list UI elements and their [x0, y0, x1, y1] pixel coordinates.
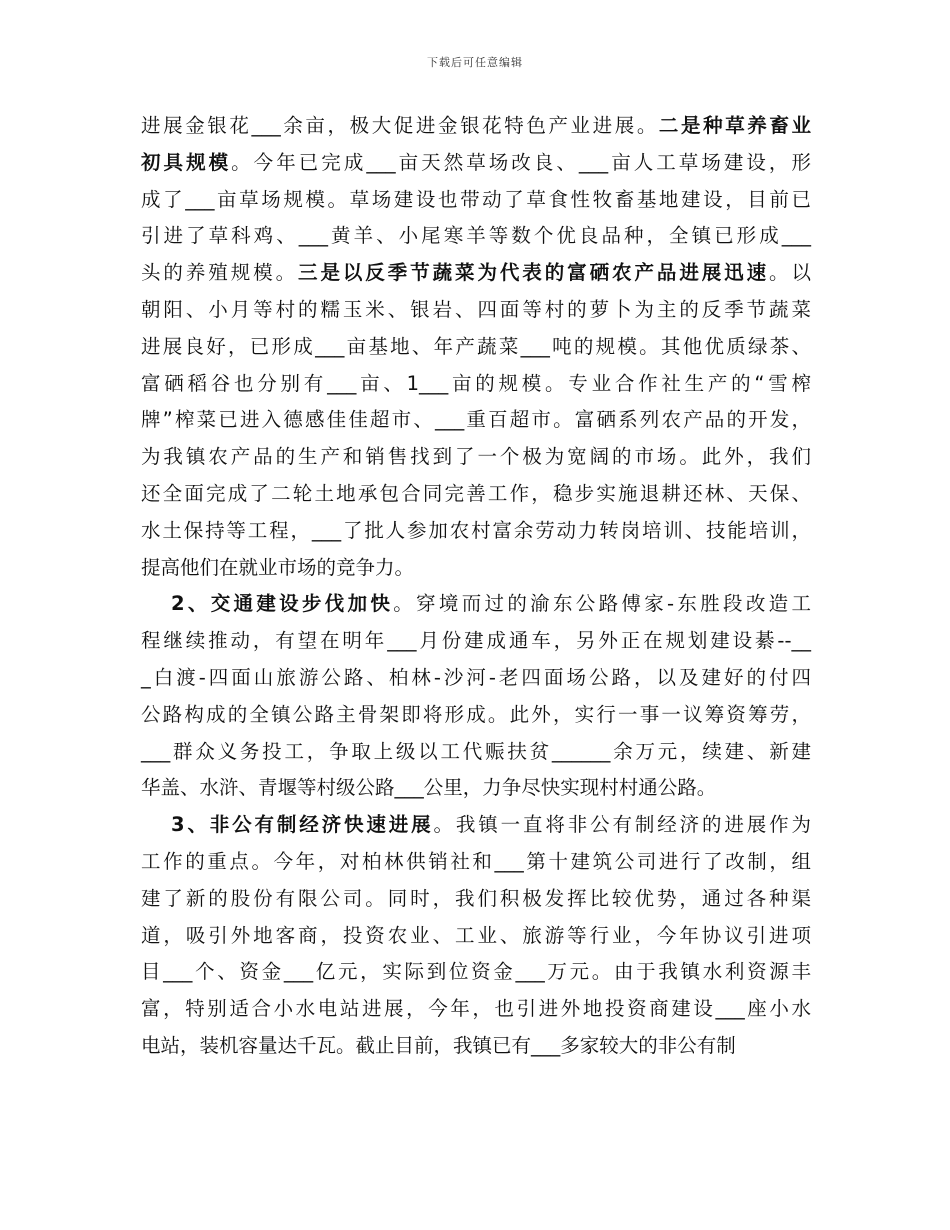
text-line — [141, 881, 811, 918]
text-run: 。我镇一直将非公有制经济的进展作为 — [433, 813, 811, 837]
text-run: 引进了草科鸡、___黄羊、小尾寒羊等数个优良品种，全镇已形成___ — [141, 224, 811, 248]
text-line — [141, 807, 811, 844]
text-line — [141, 108, 811, 145]
text-line — [141, 954, 811, 991]
text-run: 还全面完成了二轮土地承包合同完善工作，稳步实施退耕还林、天保、 — [141, 481, 811, 505]
text-line — [141, 660, 811, 697]
text-run: 头的养殖规模。 — [141, 261, 299, 285]
text-line — [141, 145, 811, 182]
text-line — [141, 513, 811, 550]
text-run: 华盖、水浒、青堰等村级公路___公里，力争尽快实现村村通公路。 — [141, 776, 717, 800]
text-run: ___群众义务投工，争取上级以工代赈扶贫______余万元，续建、新建 — [141, 739, 811, 763]
text-run: 工作的重点。今年，对柏林供销社和___第十建筑公司进行了改制，组 — [141, 849, 811, 873]
text-run: 电站，装机容量达千瓦。截止目前，我镇已有___多家较大的非公有制 — [141, 1033, 736, 1057]
text-line — [141, 182, 811, 219]
text-line — [141, 402, 811, 439]
text-line — [141, 218, 811, 255]
text-run: 。今年已完成___亩天然草场改良、___亩人工草场建设，形 — [231, 150, 811, 174]
text-run: 进展金银花___余亩，极大促进金银花特色产业进展。 — [141, 114, 659, 137]
text-run: 富硒稻谷也分别有___亩、1___亩的规模。专业合作社生产的“雪榨 — [141, 371, 811, 395]
text-line — [141, 366, 811, 403]
text-run: 为我镇农产品的生产和销售找到了一个极为宽阔的市场。此外，我们 — [141, 445, 811, 469]
bold-heading-run: 初具规模 — [141, 150, 232, 174]
text-line — [141, 623, 811, 660]
text-line — [141, 991, 811, 1028]
document-body — [141, 108, 811, 1065]
text-run: 。穿境而过的渝东公路傅家-东胜段改造工 — [393, 592, 811, 616]
text-run: 成了___亩草场规模。草场建设也带动了草食性牧畜基地建设，目前已 — [141, 187, 811, 211]
text-line — [141, 476, 811, 513]
text-line — [141, 734, 811, 771]
text-run: _白渡-四面山旅游公路、柏林-沙河-老四面场公路，以及建好的付四 — [141, 665, 811, 689]
text-run: 道，吸引外地客商，投资农业、工业、旅游等行业，今年协议引进项 — [141, 923, 811, 947]
text-line — [141, 697, 811, 734]
text-run: 富，特别适合小水电站进展，今年，也引进外地投资商建设___座小水 — [141, 997, 811, 1021]
text-run: 提高他们在就业市场的竞争力。 — [141, 555, 415, 579]
text-run: 。以 — [769, 261, 811, 285]
text-line — [141, 255, 811, 292]
text-run: 水土保持等工程，___了批人参加农村富余劳动力转岗培训、技能培训， — [141, 518, 811, 542]
text-run: 牌”榨菜已进入德感佳佳超市、___重百超市。富硒系列农产品的开发， — [141, 408, 811, 432]
bold-heading-run: 三是以反季节蔬菜为代表的富硒农产品进展迅速 — [298, 261, 770, 285]
text-line — [141, 329, 811, 366]
text-run: 程继续推动，有望在明年___月份建成通车，另外正在规划建设綦--__ — [141, 629, 811, 653]
text-run: 目___个、资金___亿元，实际到位资金___万元。由于我镇水利资源丰 — [141, 960, 811, 984]
bold-heading-run: 3、非公有制经济快速进展 — [171, 813, 434, 837]
text-line — [141, 586, 811, 623]
bold-heading-run: 二是种草养畜业 — [658, 114, 811, 137]
text-run: 进展良好，已形成___亩基地、年产蔬菜___吨的规模。其他优质绿茶、 — [141, 334, 811, 358]
text-line — [141, 550, 811, 587]
text-run: 建了新的股份有限公司。同时，我们积极发挥比较优势，通过各种渠 — [141, 886, 811, 910]
text-line — [141, 770, 811, 807]
text-line — [141, 1028, 811, 1065]
page-header: 下载后可任意编辑 — [427, 56, 523, 69]
text-line — [141, 292, 811, 329]
bold-heading-run: 2、交通建设步伐加快 — [171, 592, 394, 616]
text-line — [141, 918, 811, 955]
text-run: 公路构成的全镇公路主骨架即将形成。此外，实行一事一议筹资筹劳， — [141, 702, 811, 726]
text-line — [141, 439, 811, 476]
text-run: 朝阳、小月等村的糯玉米、银岩、四面等村的萝卜为主的反季节蔬菜 — [141, 297, 811, 321]
text-line — [141, 844, 811, 881]
